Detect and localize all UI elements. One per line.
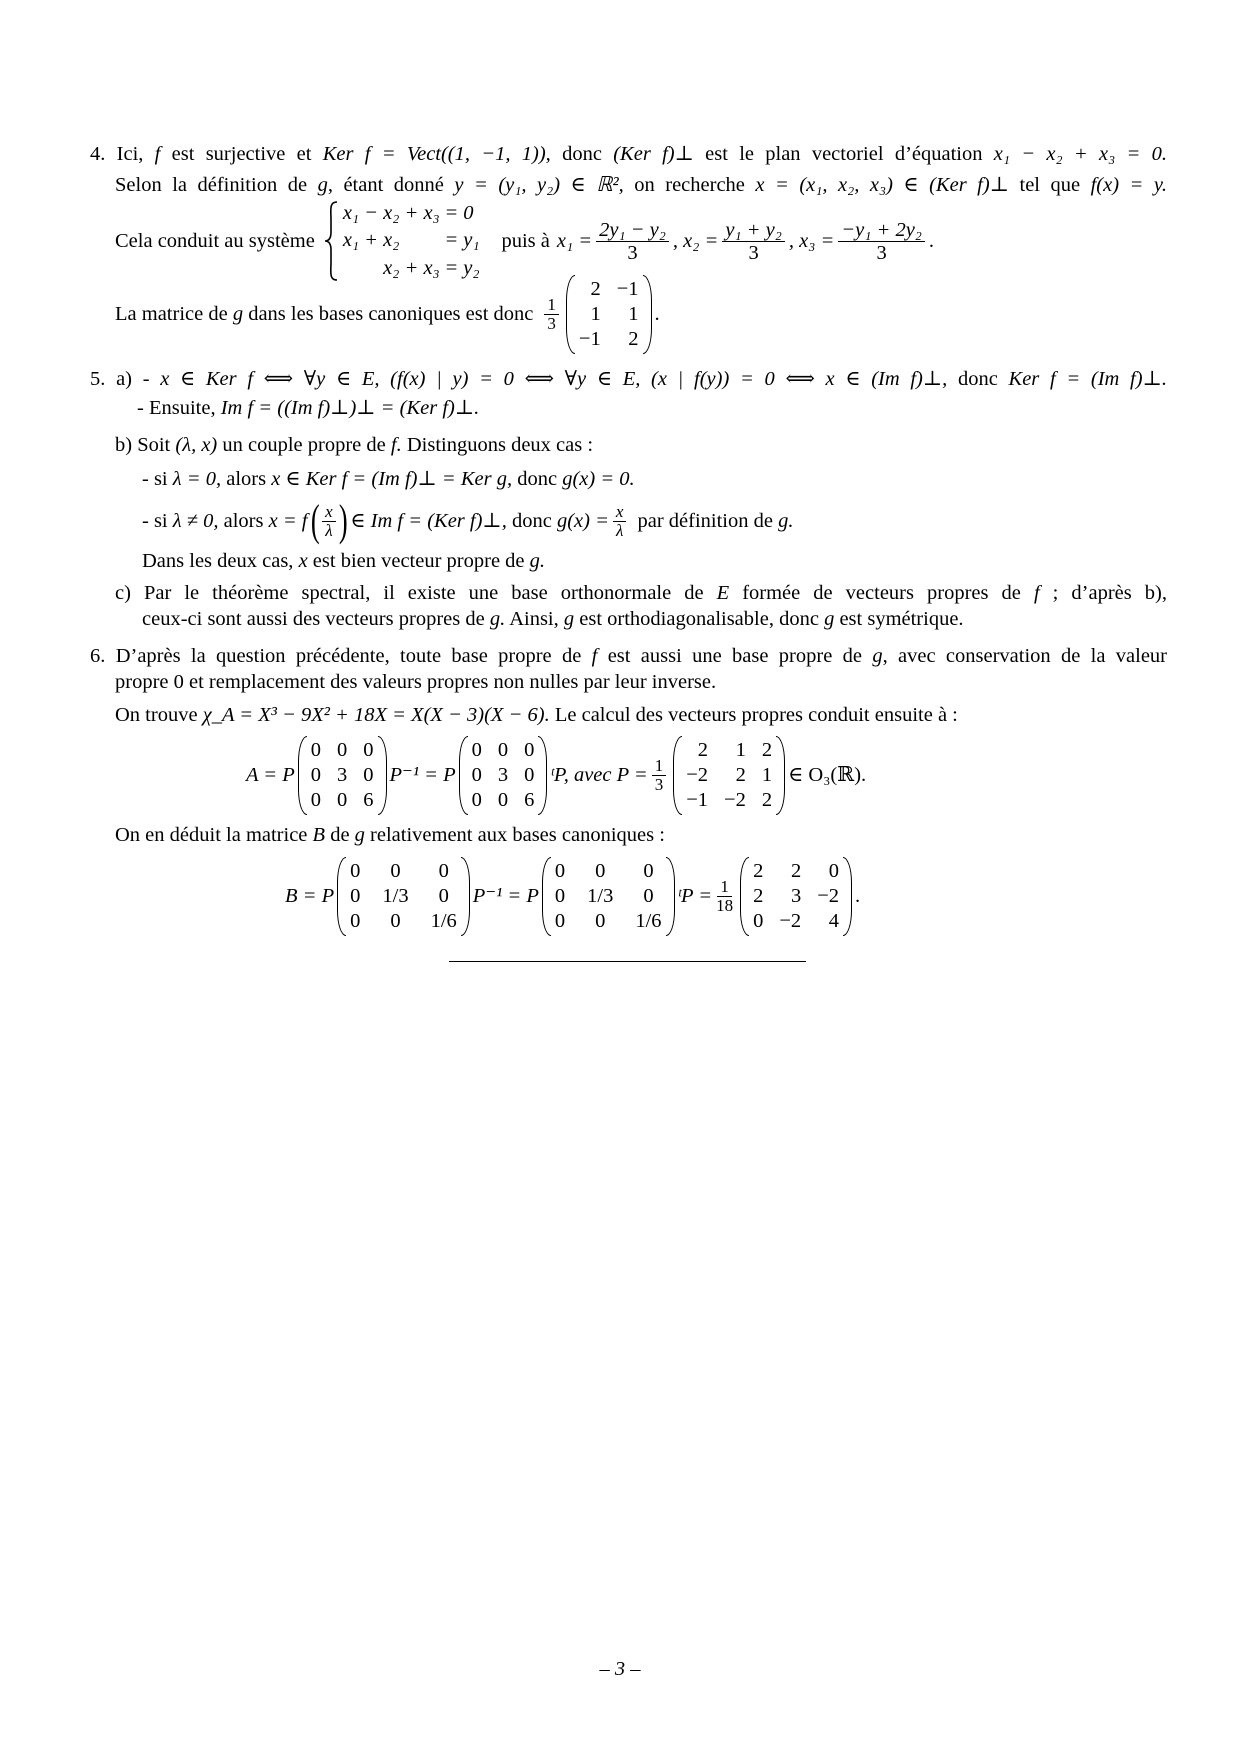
matrix-cell: 1 (735, 738, 746, 761)
matrix-cell: 6 (363, 788, 374, 811)
matrix-cell: 2 (753, 884, 764, 907)
math-expression: g(x) = (556, 510, 609, 532)
text-run: , avec conservation de la valeur (882, 645, 1168, 667)
matrix-cell: 0 (438, 884, 449, 907)
matrix-cell: 2 (790, 859, 802, 882)
math-expression: g (872, 645, 883, 667)
fraction-denominator: λ (616, 520, 624, 540)
math-expression: g. (489, 608, 506, 630)
case-2-end (637, 508, 793, 534)
matrix-cell: 2 (590, 277, 601, 300)
fraction-denominator: λ (325, 520, 333, 540)
a-end: ∈ O₃(ℝ). (788, 764, 867, 786)
q5-b-line-1 (115, 432, 593, 458)
right-paren-icon (666, 857, 675, 936)
text-run: on recherche (623, 174, 756, 196)
math-expression: χ_A = X³ − 9X² + 18X = X(X − 3)(X − 6). (202, 704, 550, 726)
math-expression: g (824, 608, 835, 630)
math-expression: f. (390, 434, 402, 456)
fraction-numerator: 1 (652, 757, 667, 776)
math-expression: x (298, 550, 308, 572)
right-paren-icon (538, 736, 547, 815)
diagonal-matrix-a (459, 736, 548, 815)
matrix-cell: 0 (595, 859, 606, 882)
q4-line-2 (115, 172, 1167, 198)
matrix-cell: 4 (828, 909, 839, 932)
matrix-cell: 0 (497, 738, 509, 761)
matrix-cell: 6 (524, 788, 535, 811)
matrix-cell: 0 (350, 909, 361, 932)
math-expression: E (716, 582, 730, 604)
text-run: ceux-ci sont aussi des vecteurs propres de (142, 608, 490, 630)
fraction-denominator: 3 (547, 313, 556, 333)
text-run: Dans les deux cas, (142, 550, 299, 572)
math-expression: g (354, 824, 365, 846)
math-expression: λ = 0, (172, 468, 222, 490)
system-rhs: y₁ (463, 229, 480, 252)
matrix-cell: 0 (471, 738, 482, 761)
diagonal-matrix-b (337, 857, 470, 936)
x-over-lambda (322, 503, 336, 540)
math-expression: x₁ − x₂ + x₃ = 0. (993, 143, 1167, 165)
page-number: – 3 – (599, 1658, 641, 1680)
text-run: donc (512, 468, 563, 490)
text-run: est bien vecteur propre de (307, 550, 530, 572)
matrix-cell: 1 (590, 302, 601, 325)
text-run: est orthodiagonalisable, donc (574, 608, 825, 630)
q4-system-line (115, 199, 934, 283)
matrix-cell: 1 (761, 763, 773, 786)
matrix-cell: 3 (337, 763, 348, 786)
right-paren-icon (461, 857, 470, 936)
q5-c-line-2 (142, 606, 964, 632)
q6-line-1 (90, 643, 1167, 669)
matrix-cell: 0 (471, 763, 482, 786)
left-paren-icon (542, 857, 551, 936)
text-run: La matrice de (115, 303, 233, 325)
q6-line-3 (115, 702, 958, 728)
x3-fraction (838, 219, 925, 264)
matrix-cell: −2 (779, 909, 802, 932)
matrix-cell: 3 (497, 763, 509, 786)
right-paren-icon (643, 275, 652, 354)
math-expression: f (154, 143, 161, 165)
q4-line-1 (90, 141, 1167, 167)
text-run: Ainsi, (505, 608, 564, 630)
matrix-cell: 0 (554, 859, 566, 882)
text-run: est le plan vectoriel d’équation (693, 143, 994, 165)
system-rows (339, 200, 480, 282)
matrix-cell: 0 (310, 738, 322, 761)
text-run: est symétrique. (834, 608, 964, 630)
matrix-cell: 0 (438, 859, 449, 882)
matrix-grid (307, 736, 378, 815)
q6-a-diagonalisation (246, 734, 866, 816)
matrix-cell: 0 (643, 884, 654, 907)
text-run: b) Soit (115, 434, 176, 456)
x3-label: , x₃ = (788, 230, 835, 252)
text-run: - si (142, 468, 173, 490)
left-paren-icon (673, 736, 682, 815)
right-paren-icon (843, 857, 852, 936)
text-run: dans les bases canoniques est donc (243, 303, 534, 325)
fraction-numerator: x (322, 503, 336, 522)
fraction-numerator: 2y₁ − y₂ (596, 219, 669, 242)
matrix-cell: 2 (761, 788, 773, 811)
left-brace-icon (323, 200, 339, 282)
matrix-cell: 0 (350, 859, 361, 882)
text-run: On trouve (115, 704, 203, 726)
matrix-cell: 2 (628, 327, 639, 350)
q5-a-line-1 (90, 366, 1167, 392)
a-lhs: A = P (246, 764, 295, 786)
matrix-cell: 2 (761, 738, 773, 761)
matrix-grid (575, 275, 643, 354)
math-expression: y = (y₁, y₂) ∈ ℝ², (454, 174, 624, 196)
q6-b-matrix (285, 855, 860, 937)
math-expression: ∈ Im f = (Ker f)⊥, (350, 510, 507, 532)
math-expression: Im f = ((Im f)⊥)⊥ = (Ker f)⊥. (220, 397, 480, 419)
diagonal-matrix-b (542, 857, 675, 936)
fraction-numerator: x (613, 503, 627, 522)
text-run: est aussi une base propre de (597, 645, 873, 667)
x2-fraction (722, 219, 785, 264)
a-post: ᵗP, avec P = (550, 764, 648, 786)
system-lhs: x₁ − x₂ + x₃ (342, 202, 440, 224)
q4-matrix-line (115, 274, 660, 354)
math-expression: g (232, 303, 244, 325)
q5-a-line-2 (137, 395, 479, 421)
matrix-cell: 0 (595, 909, 606, 932)
fraction-denominator: 3 (654, 774, 664, 794)
b-lhs: B = P (285, 885, 335, 907)
system-equals: = (445, 202, 458, 224)
fraction-denominator: 3 (627, 241, 638, 264)
matrix-cell: 1/3 (382, 884, 409, 907)
matrix-cell: 0 (524, 763, 535, 786)
text-run: donc (947, 368, 1009, 390)
text-run: de (325, 824, 355, 846)
b-post: ᵗP = (677, 885, 713, 907)
matrix-grid (346, 857, 461, 936)
system-lhs: x₂ + x₃ (383, 256, 440, 279)
text-run: ; d’après b), (1039, 582, 1167, 604)
matrix-cell: 0 (390, 909, 401, 932)
math-expression: Ker f = Vect((1, −1, 1)), (322, 143, 551, 165)
matrix-grid (749, 857, 843, 936)
b-mid: P⁻¹ = P (472, 885, 539, 907)
math-expression: f (591, 645, 598, 667)
fraction-numerator: y₁ + y₂ (722, 219, 785, 242)
math-expression: g (563, 608, 575, 630)
left-paren-icon (459, 736, 468, 815)
fraction-numerator: −y₁ + 2y₂ (838, 219, 925, 242)
matrix-cell: 0 (497, 788, 509, 811)
text-run: relativement aux bases canoniques : (364, 824, 665, 846)
matrix-cell: 1/6 (635, 909, 662, 932)
period: . (654, 303, 660, 325)
left-paren-icon (740, 857, 749, 936)
diagonal-matrix-a (298, 736, 387, 815)
math-expression: Ker f = (Im f)⊥. (1008, 368, 1167, 390)
end-rule-divider (449, 961, 806, 962)
a-mid: P⁻¹ = P (389, 764, 456, 786)
right-paren-icon (776, 736, 785, 815)
matrix-grid (682, 736, 776, 815)
matrix-cell: 2 (697, 738, 709, 761)
text-run: formée de vecteurs propres de (729, 582, 1034, 604)
x1-label: x₁ = (556, 230, 593, 252)
case-2-middle (350, 508, 609, 534)
matrix-cell: 0 (753, 909, 764, 932)
q5-b-case-2 (142, 498, 793, 544)
matrix-cell: 0 (643, 859, 654, 882)
math-expression: x = (x₁, x₂, x₃) ∈ (Ker f)⊥ (755, 174, 1009, 196)
right-paren-icon (378, 736, 387, 815)
matrix-cell: 1/6 (430, 909, 457, 932)
text-run: , étant donné (327, 174, 455, 196)
system-rhs: y₂ (463, 256, 480, 279)
matrix-cell: 0 (363, 738, 374, 761)
matrix-cell: 2 (753, 859, 764, 882)
x2-label: , x₂ = (672, 230, 719, 252)
math-expression: g. (778, 510, 794, 532)
text-run: tel que (1009, 174, 1091, 196)
matrix-grid (551, 857, 666, 936)
math-expression: g(x) = 0. (562, 468, 635, 490)
fraction-numerator: 1 (544, 296, 559, 315)
math-expression: x ∈ Ker f ⟺ ∀y ∈ E, (f(x) | y) = 0 ⟺ ∀y ∈ E, (x | f(y)) = 0 ⟺ x ∈ (Im f)⊥, (160, 368, 948, 390)
text-run: un couple propre de (217, 434, 391, 456)
math-expression: λ ≠ 0, (172, 510, 219, 532)
system-equals: = (445, 256, 458, 279)
then-text: puis à (501, 230, 550, 252)
matrix-cell: 0 (310, 763, 322, 786)
matrix-grid (468, 736, 539, 815)
matrix-of-g (566, 275, 652, 354)
left-paren-icon (337, 857, 346, 936)
matrix-cell: −2 (686, 763, 709, 786)
matrix-cell: 1 (628, 302, 639, 325)
matrix-p (673, 736, 785, 815)
text-run: Le calcul des vecteurs propres conduit ensuite à : (549, 704, 958, 726)
math-expression: f(x) = y. (1090, 174, 1167, 196)
matrix-cell: 1/3 (587, 884, 614, 907)
q5-c-line-1 (115, 580, 1167, 606)
matrix-cell: −2 (724, 788, 746, 811)
right-paren-icon: ) (338, 496, 348, 545)
text-run: Selon la définition de (115, 174, 318, 196)
matrix-cell: 2 (735, 763, 746, 786)
coefficient-fraction (652, 757, 667, 794)
matrix-cell: −1 (686, 788, 709, 811)
matrix-cell: 0 (350, 884, 361, 907)
matrix-cell: 0 (524, 738, 535, 761)
period: . (928, 230, 935, 252)
q5-b-case-1 (142, 466, 635, 492)
matrix-cell: 3 (790, 884, 802, 907)
fraction-numerator: 1 (717, 878, 732, 897)
matrix-cell: 0 (337, 738, 348, 761)
system-intro: Cela conduit au système (115, 230, 315, 252)
matrix-cell: −1 (578, 327, 601, 350)
q6-line-2 (115, 669, 716, 695)
q5-b-conclusion (142, 548, 545, 574)
system-equals: = (445, 229, 458, 252)
fraction-denominator: 3 (748, 241, 759, 264)
text-run: - si (142, 510, 173, 532)
b-end: . (855, 885, 861, 907)
text-run: - Ensuite, (137, 397, 221, 419)
math-expression: x ∈ Ker f = (Im f)⊥ = Ker g, (271, 468, 513, 490)
x-over-lambda (613, 503, 627, 540)
coefficient-fraction (716, 878, 733, 915)
left-paren-icon (298, 736, 307, 815)
text-run: alors (221, 468, 272, 490)
matrix-cell: 0 (828, 859, 839, 882)
text-run: 6. D’après la question précédente, toute base propre de (90, 645, 592, 667)
system-rhs: 0 (463, 202, 474, 224)
text-run: Distinguons deux cas : (401, 434, 594, 456)
text-run: donc (506, 510, 557, 532)
left-paren-icon (566, 275, 575, 354)
fraction-denominator: 3 (876, 241, 887, 264)
text-run: propre 0 et remplacement des valeurs propres non nulles par leur inverse. (115, 671, 717, 693)
text-run: par définition de (637, 510, 779, 532)
math-expression: g (317, 174, 328, 196)
math-expression: B (312, 824, 326, 846)
matrix-cell: −1 (616, 277, 639, 300)
math-expression: x = f (268, 510, 308, 532)
case-2-start (142, 508, 308, 534)
math-expression: (λ, x) (175, 434, 218, 456)
matrix-cell: 0 (337, 788, 348, 811)
math-expression: (Ker f)⊥ (613, 143, 694, 165)
matrix-b (740, 857, 852, 936)
text-run: 4. Ici, (90, 143, 155, 165)
text-run: est surjective et (160, 143, 323, 165)
left-paren-icon: ( (310, 496, 320, 545)
matrix-intro (115, 301, 533, 327)
text-run: donc (550, 143, 614, 165)
text-run: On en déduit la matrice (115, 824, 313, 846)
x1-fraction (596, 219, 669, 264)
text-run: c) Par le théorème spectral, il existe une base orthonormale de (115, 582, 717, 604)
matrix-cell: 0 (363, 763, 374, 786)
equation-system (323, 200, 480, 282)
math-expression: f (1033, 582, 1040, 604)
text-run: 5. a) - (90, 368, 161, 390)
matrix-cell: 0 (310, 788, 322, 811)
matrix-cell: 0 (554, 884, 566, 907)
matrix-cell: 0 (471, 788, 482, 811)
matrix-cell: −2 (817, 884, 839, 907)
system-lhs: x₁ + x₂ (342, 229, 400, 252)
matrix-cell: 0 (390, 859, 401, 882)
fraction-denominator: 18 (716, 895, 734, 915)
q6-line-4 (115, 822, 665, 848)
matrix-cell: 0 (554, 909, 566, 932)
math-expression: g. (529, 550, 546, 572)
coefficient-fraction (544, 296, 559, 333)
text-run: alors (218, 510, 269, 532)
